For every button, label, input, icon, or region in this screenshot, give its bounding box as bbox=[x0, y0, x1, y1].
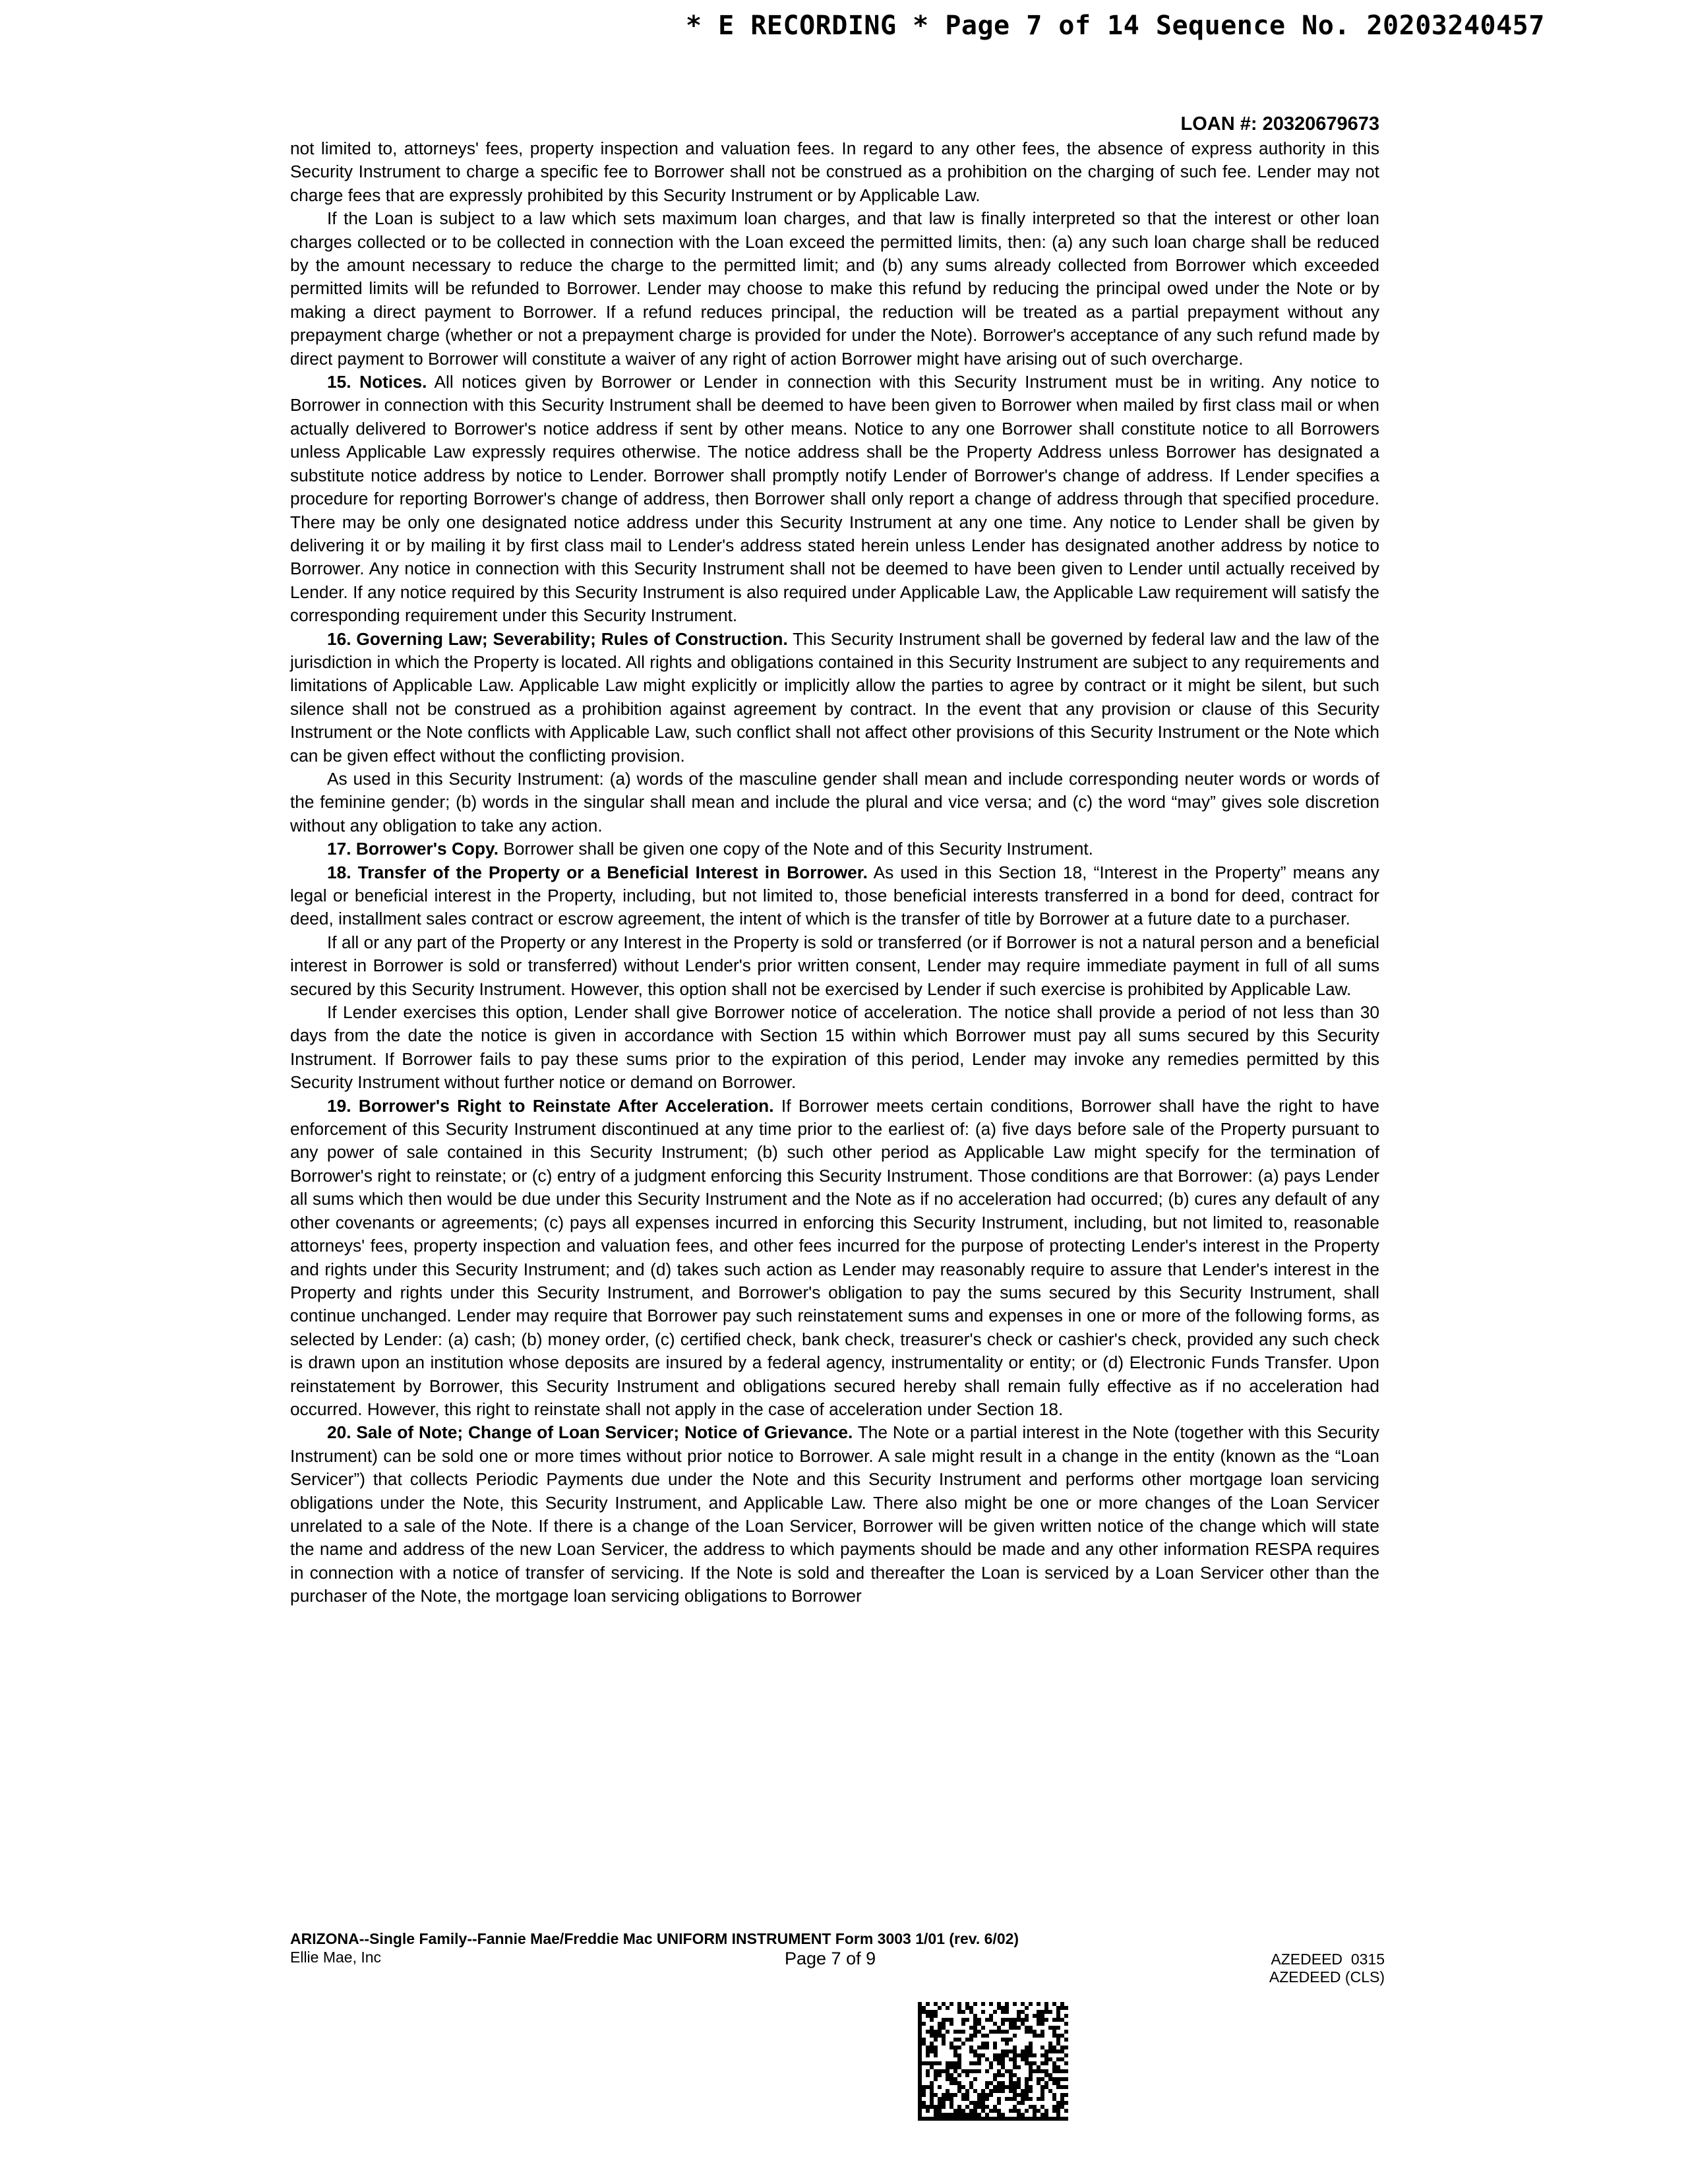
section-20-sale-of-note: 20. Sale of Note; Change of Loan Servicer; Notice of Grievance. The Note or a partial interest in the Note (together with this Security Instrument) can be sold one or more times without prior notice to Borrower. A sale might result in a change in the entity (known as the “Loan Servicer”) that collects Periodic Payments due under the Note and this Security Instrument and performs other mortgage loan servicing obligations under the Note, this Security Instrument, and Applicable Law. There also might be one or more changes of the Loan Servicer unrelated to a sale of the Note. If there is a change of the Loan Servicer, Borrower will be given written notice of the change which will state the name and address of the new Loan Servicer, the address to which payments should be made and any other information RESPA requires in connection with a notice of transfer of servicing. If the Note is sold and thereafter the Loan is serviced by a Loan Servicer other than the purchaser of the Note, the mortgage loan servicing obligations to Borrower bbox=[290, 1422, 1380, 1606]
footer-form-title: ARIZONA--Single Family--Fannie Mae/Freddie Mac UNIFORM INSTRUMENT Form 3003 1/01 (rev. 6/02) bbox=[290, 1930, 1019, 1947]
footer-form-codes bbox=[1269, 1951, 1385, 1986]
section-heading: 15. Notices. bbox=[327, 372, 427, 392]
paragraph-fees: not limited to, attorneys' fees, property inspection and valuation fees. In regard to any other fees, the absence of express authority in this Security Instrument to charge a specific fee to Borrower shall not be construed as a prohibition on the charging of such fee. Lender may not charge fees that are expressly prohibited by this Security Instrument or by Applicable Law. bbox=[290, 138, 1379, 205]
footer-vendor: Ellie Mae, Inc bbox=[290, 1949, 382, 1966]
loan-label: LOAN #: bbox=[1180, 113, 1257, 135]
section-16-governing-law: 16. Governing Law; Severability; Rules of Construction. This Security Instrument shall be governed by federal law and the law of the jurisdiction in which the Property is located. All rights and obligations contained in this Security Instrument are subject to any requirements and limitations of Applicable Law. Applicable Law might explicitly or implicitly allow the parties to agree by contract or it might be silent, but such silence shall not be construed as a prohibition against agreement by contract. In the event that any provision or clause of this Security Instrument or the Note conflicts with Applicable Law, such conflict shall not affect other provisions of this Security Instrument or the Note which can be given effect without the conflicting provision. bbox=[290, 628, 1379, 766]
section-19-reinstate: 19. Borrower's Right to Reinstate After Acceleration. If Borrower meets certain conditions, Borrower shall have the right to have enforcement of this Security Instrument discontinued at any time prior to the earliest of: (a) five days before sale of the Property pursuant to any power of sale contained in this Security Instrument; (b) such other period as Applicable Law might specify for the termination of Borrower's right to reinstate; or (c) entry of a judgment enforcing this Security Instrument. Those conditions are that Borrower: (a) pays Lender all sums which then would be due under this Security Instrument and the Note as if no acceleration had occurred; (b) cures any default of any other covenants or agreements; (c) pays all expenses incurred in enforcing this Security Instrument, including, but not limited to, reasonable attorneys' fees, property inspection and valuation fees, and other fees incurred for the purpose of protecting Lender's interest in the Property and rights under this Security Instrument; and (d) takes such action as Lender may reasonably require to assure that Lender's interest in the Property and rights under this Security Instrument, and Borrower's obligation to pay the sums secured by this Security Instrument, shall continue unchanged. Lender may require that Borrower pay such reinstatement sums and expenses in one or more of the following forms, as selected by Lender: (a) cash; (b) money order, (c) certified check, bank check, treasurer's check or cashier's check, provided any such check is drawn upon an institution whose deposits are insured by a federal agency, instrumentality or entity; or (d) Electronic Funds Transfer. Upon reinstatement by Borrower, this Security Instrument and obligations secured hereby shall remain fully effective as if no acceleration had occurred. However, this right to reinstate shall not apply in the case of acceleration under Section 18. bbox=[290, 1095, 1379, 1419]
section-15-notices: 15. Notices. All notices given by Borrower or Lender in connection with this Security Instrument must be in writing. Any notice to Borrower in connection with this Security Instrument shall be deemed to have been given to Borrower when mailed by first class mail or when actually delivered to Borrower's notice address if sent by other means. Notice to any one Borrower shall constitute notice to all Borrowers unless Applicable Law expressly requires otherwise. The notice address shall be the Property Address unless Borrower has designated a substitute notice address by notice to Lender. Borrower shall promptly notify Lender of Borrower's change of address. If Lender specifies a procedure for reporting Borrower's change of address, then Borrower shall only report a change of address through that specified procedure. There may be only one designated notice address under this Security Instrument at any one time. Any notice to Lender shall be given by delivering it or by mailing it by first class mail to Lender's address stated herein unless Lender has designated another address by notice to Borrower. Any notice in connection with this Security Instrument shall not be deemed to have been given to Lender until actually received by Lender. If any notice required by this Security Instrument is also required under Applicable Law, the Applicable Law requirement will satisfy the corresponding requirement under this Security Instrument. bbox=[290, 372, 1379, 626]
section-17-borrowers-copy: 17. Borrower's Copy. Borrower shall be given one copy of the Note and of this Security Instrument. bbox=[327, 839, 1093, 859]
loan-number bbox=[1181, 113, 1379, 135]
loan-value: 20320679673 bbox=[1262, 113, 1379, 135]
paragraph-construction: As used in this Security Instrument: (a) words of the masculine gender shall mean and include corresponding neuter words or words of the feminine gender; (b) words in the singular shall mean and include the plural and vice versa; and (c) the word “may” gives sole discretion without any obligation to take any action. bbox=[290, 768, 1379, 835]
section-heading: 18. Transfer of the Property or a Beneficial Interest in Borrower. bbox=[327, 862, 868, 882]
section-18-transfer: 18. Transfer of the Property or a Beneficial Interest in Borrower. As used in this Section 18, “Interest in the Property” means any legal or beneficial interest in the Property, including, but not limited to, those beneficial interests transferred in a bond for deed, contract for deed, installment sales contract or escrow agreement, the intent of which is the transfer of title by Borrower at a future date to a purchaser. bbox=[290, 862, 1379, 929]
footer-page-number: Page 7 of 9 bbox=[785, 1949, 876, 1968]
section-heading: 17. Borrower's Copy. bbox=[327, 839, 499, 859]
paragraph-transfer-consent: If all or any part of the Property or any Interest in the Property is sold or transferred (or if Borrower is not a natural person and a beneficial interest in Borrower is sold or transferred) without Lender's prior written consent, Lender may require immediate payment in full of all sums secured by this Security Instrument. However, this option shall not be exercised by Lender if such exercise is prohibited by Applicable Law. bbox=[290, 932, 1379, 999]
footer-code-2: AZEDEED (CLS) bbox=[1269, 1968, 1385, 1986]
footer-code-1: AZEDEED 0315 bbox=[1271, 1951, 1385, 1968]
barcode-icon bbox=[918, 2002, 1068, 2121]
recording-header: * E RECORDING * Page 7 of 14 Sequence No. 20203240457 bbox=[686, 11, 1545, 41]
section-heading: 19. Borrower's Right to Reinstate After Acceleration. bbox=[327, 1095, 774, 1116]
footer-form-info bbox=[290, 1929, 1019, 1966]
section-heading: 16. Governing Law; Severability; Rules of Construction. bbox=[327, 628, 788, 649]
section-heading: 20. Sale of Note; Change of Loan Servicer; Notice of Grievance. bbox=[327, 1422, 853, 1443]
document-body bbox=[290, 137, 1379, 1608]
paragraph-acceleration-notice: If Lender exercises this option, Lender shall give Borrower notice of acceleration. The notice shall provide a period of not less than 30 days from the date the notice is given in accordance with Section 15 within which Borrower must pay all sums secured by this Security Instrument. If Borrower fails to pay these sums prior to the expiration of this period, Lender may invoke any remedies permitted by this Security Instrument without further notice or demand on Borrower. bbox=[290, 1002, 1379, 1093]
paragraph-loan-charges: If the Loan is subject to a law which sets maximum loan charges, and that law is finally interpreted so that the interest or other loan charges collected or to be collected in connection with the Loan exceed the permitted limits, then: (a) any such loan charge shall be reduced by the amount necessary to reduce the charge to the permitted limit; and (b) any sums already collected from Borrower which exceeded permitted limits will be refunded to Borrower. Lender may choose to make this refund by reducing the principal owed under the Note or by making a direct payment to Borrower. If a refund reduces principal, the reduction will be treated as a partial prepayment without any prepayment charge (whether or not a prepayment charge is provided for under the Note). Borrower's acceptance of any such refund made by direct payment to Borrower will constitute a waiver of any right of action Borrower might have arising out of such overcharge. bbox=[290, 208, 1379, 369]
